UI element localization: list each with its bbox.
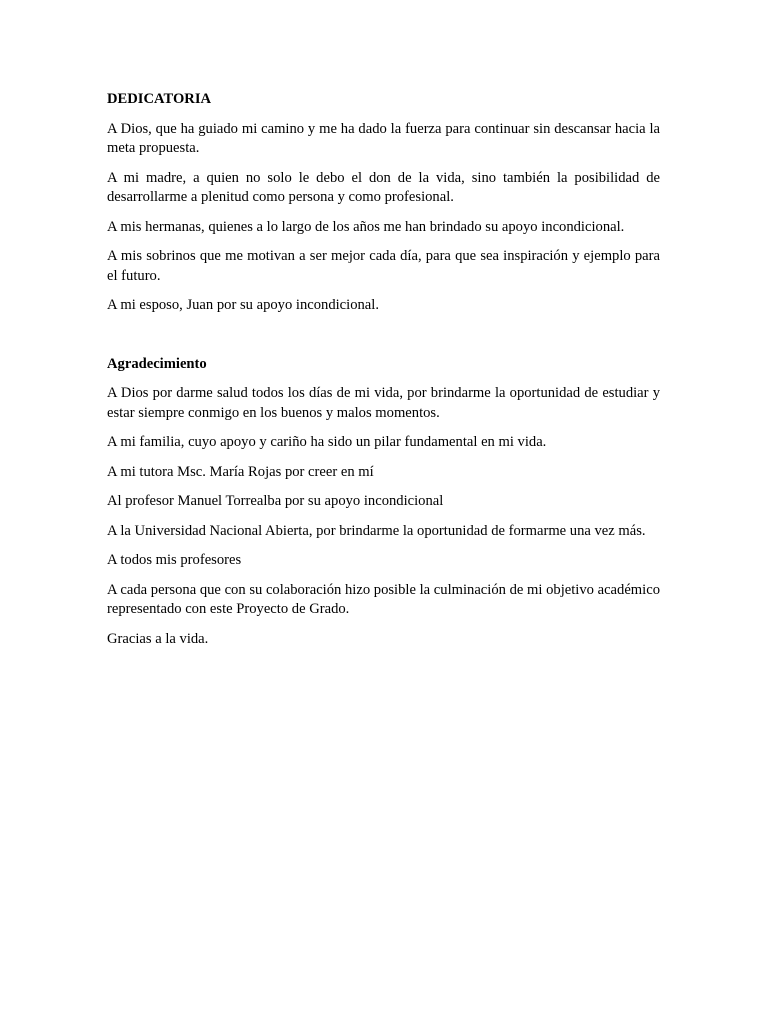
dedicatoria-section <box>107 90 660 316</box>
agradecimiento-paragraph: Gracias a la vida. <box>107 630 209 647</box>
dedicatoria-paragraph: A mis sobrinos que me motivan a ser mejor cada día, para que sea inspiración y ejemplo para el futuro. <box>107 248 660 284</box>
document-page <box>107 90 660 659</box>
agradecimiento-paragraph: A Dios por darme salud todos los días de mi vida, por brindarme la oportunidad de estudiar y estar siempre conmigo en los buenos y malos momentos. <box>107 385 660 421</box>
agradecimiento-paragraph: A cada persona que con su colaboración hizo posible la culminación de mi objetivo académico representado con este Proyecto de Grado. <box>107 581 660 617</box>
dedicatoria-paragraph: A mi esposo, Juan por su apoyo incondicional. <box>107 297 379 313</box>
agradecimiento-heading: Agradecimiento <box>107 355 207 372</box>
dedicatoria-paragraph: A Dios, que ha guiado mi camino y me ha dado la fuerza para continuar sin descansar hacia la meta propuesta. <box>107 120 660 156</box>
agradecimiento-paragraph: A todos mis profesores <box>107 552 242 568</box>
agradecimiento-section <box>107 355 660 650</box>
agradecimiento-paragraph: A mi familia, cuyo apoyo y cariño ha sido un pilar fundamental en mi vida. <box>107 434 547 450</box>
dedicatoria-paragraph: A mis hermanas, quienes a lo largo de los años me han brindado su apoyo incondicional. <box>107 218 625 235</box>
dedicatoria-paragraph: A mi madre, a quien no solo le debo el don de la vida, sino también la posibilidad de desarrollarme a plenitud como persona y como profesional. <box>107 169 660 205</box>
agradecimiento-paragraph: A la Universidad Nacional Abierta, por brindarme la oportunidad de formarme una vez más. <box>107 522 646 539</box>
dedicatoria-heading: DEDICATORIA <box>107 91 212 107</box>
agradecimiento-paragraph: Al profesor Manuel Torrealba por su apoyo incondicional <box>107 493 444 509</box>
agradecimiento-paragraph: A mi tutora Msc. María Rojas por creer en mí <box>107 463 374 480</box>
